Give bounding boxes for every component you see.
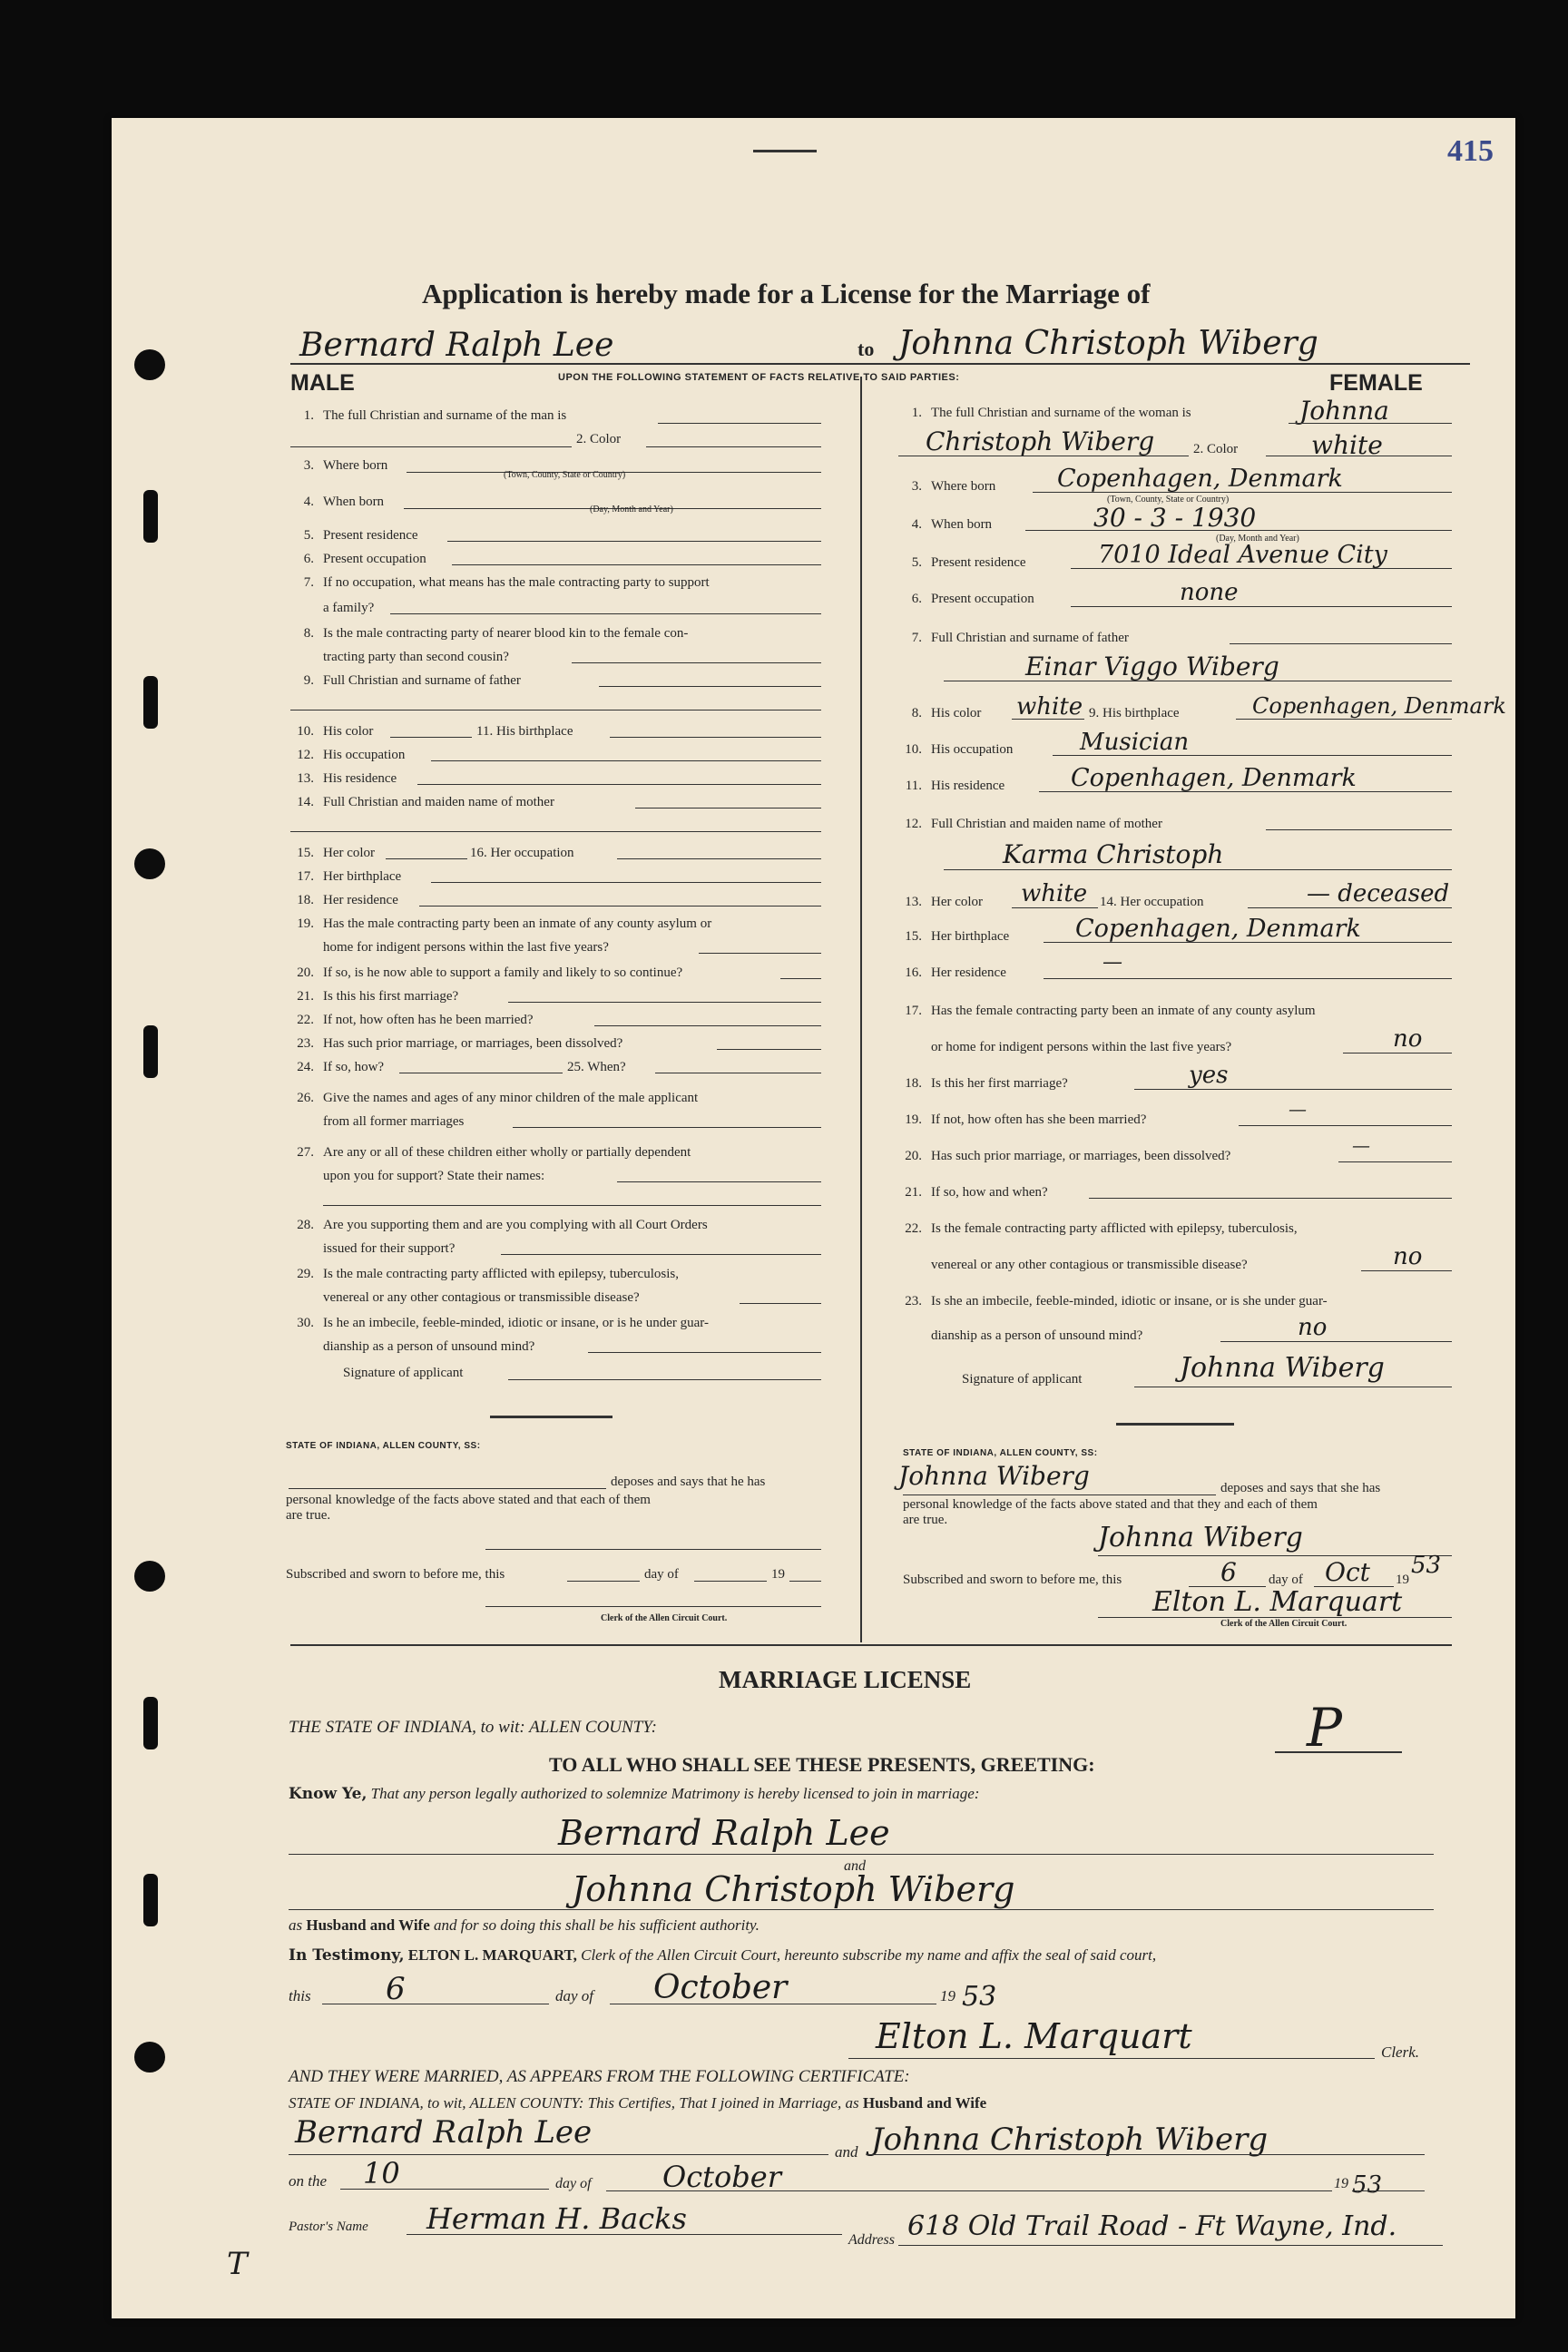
signature-line xyxy=(848,2058,1375,2059)
female-a17: no xyxy=(1393,1025,1423,1053)
male-q27b: upon you for support? State their names: xyxy=(323,1169,545,1183)
male-q7b: a family? xyxy=(323,601,375,615)
female-q2: 2. Color xyxy=(1193,442,1239,456)
answer-line xyxy=(289,1909,1434,1910)
female-q13: 13. Her color xyxy=(905,895,984,909)
male-q21: 21. Is this his first marriage? xyxy=(297,989,459,1004)
signature-line xyxy=(508,1379,821,1380)
separator xyxy=(490,1416,612,1418)
answer-line xyxy=(1220,1341,1452,1342)
female-a2: white xyxy=(1311,430,1383,460)
male-q28b: issued for their support? xyxy=(323,1241,456,1256)
license-clerk-signature: Elton L. Marquart xyxy=(876,2016,1192,2056)
answer-line xyxy=(452,564,821,565)
license-sufficient: as Husband and Wife and for so doing this shall be his sufficient authority. xyxy=(289,1916,760,1934)
answer-line xyxy=(1071,606,1452,607)
male-q26b: from all former marriages xyxy=(323,1114,465,1129)
punch-hole xyxy=(134,848,165,879)
answer-line xyxy=(646,446,821,447)
margin-mark: T xyxy=(227,2246,248,2282)
female-q23b: dianship as a person of unsound mind? xyxy=(931,1328,1143,1343)
answer-line xyxy=(867,2154,1425,2155)
binder-slot xyxy=(143,1697,158,1749)
page-number: 415 xyxy=(1447,134,1494,168)
female-q9: 9. His birthplace xyxy=(1089,706,1180,720)
answer-line xyxy=(1134,1089,1452,1090)
section-divider xyxy=(290,1644,1452,1646)
female-q16: 16. Her residence xyxy=(905,965,1006,980)
male-q8b: tracting party than second cousin? xyxy=(323,650,509,664)
female-year-value: 53 xyxy=(1411,1552,1442,1579)
answer-line xyxy=(501,1254,821,1255)
license-testimony: In Testimony, ELTON L. MARQUART, Clerk of the Allen Circuit Court, hereunto subscribe my name and affix the seal of said court, xyxy=(289,1946,1157,1965)
male-subscribed: Subscribed and sworn to before me, this xyxy=(286,1567,505,1582)
certificate-on-the: on the xyxy=(289,2172,328,2190)
male-q2: 2. Color xyxy=(576,432,622,446)
answer-line xyxy=(1248,907,1452,908)
punch-hole xyxy=(134,1561,165,1592)
answer-line xyxy=(1044,942,1452,943)
signature-line xyxy=(485,1549,821,1550)
answer-line xyxy=(740,1303,821,1304)
license-state-line: THE STATE OF INDIANA, to wit: ALLEN COUNTY: xyxy=(289,1718,657,1737)
male-q5: 5. Present residence xyxy=(303,528,418,543)
female-a5: 7010 Ideal Avenue City xyxy=(1098,541,1387,569)
answer-line xyxy=(289,2154,828,2155)
top-mark xyxy=(753,150,817,152)
certificate-heading: AND THEY WERE MARRIED, AS APPEARS FROM THE FOLLOWING CERTIFICATE: xyxy=(289,2067,910,2086)
answer-line xyxy=(898,2245,1443,2246)
certificate-year: 19 xyxy=(1334,2176,1348,2191)
binder-slot xyxy=(143,1025,158,1078)
male-q11: 11. His birthplace xyxy=(476,724,573,739)
male-q10: 10. His color xyxy=(297,724,374,739)
answer-line xyxy=(431,760,821,761)
answer-line xyxy=(1230,643,1452,644)
male-q13: 13. His residence xyxy=(297,771,397,786)
license-title: MARRIAGE LICENSE xyxy=(719,1666,972,1693)
answer-line xyxy=(386,858,467,859)
male-q9: 9. Full Christian and surname of father xyxy=(303,673,521,688)
female-deposes3: are true. xyxy=(903,1513,948,1527)
male-q22: 22. If not, how often has he been married? xyxy=(297,1013,534,1027)
answer-line xyxy=(1071,568,1452,569)
male-deposes2: personal knowledge of the facts above stated and that each of them xyxy=(286,1493,651,1507)
answer-line xyxy=(780,978,821,979)
male-heading: MALE xyxy=(290,370,355,396)
male-q4-hint: (Day, Month and Year) xyxy=(590,505,673,514)
male-state: STATE OF INDIANA, ALLEN COUNTY, SS: xyxy=(286,1441,481,1451)
female-state: STATE OF INDIANA, ALLEN COUNTY, SS: xyxy=(903,1448,1098,1458)
female-deponent-signature: Johnna Wiberg xyxy=(1098,1522,1303,1553)
answer-line xyxy=(290,446,572,447)
answer-line xyxy=(599,686,821,687)
male-q17: 17. Her birthplace xyxy=(297,869,402,884)
column-divider xyxy=(860,377,862,1642)
male-q8: 8. Is the male contracting party of nearer blood kin to the female con- xyxy=(303,626,689,641)
certificate-state-line: STATE OF INDIANA, to wit, ALLEN COUNTY: This Certifies, That I joined in Marriage, as Husband and Wife xyxy=(289,2094,987,2112)
answer-line xyxy=(606,2190,1332,2191)
female-a22: no xyxy=(1393,1243,1423,1270)
female-a8: white xyxy=(1016,693,1083,720)
female-a7: Einar Viggo Wiberg xyxy=(1025,652,1279,681)
female-q17b: or home for indigent persons within the last five years? xyxy=(931,1040,1232,1054)
female-a11: Copenhagen, Denmark xyxy=(1071,764,1357,792)
male-q15: 15. Her color xyxy=(297,846,376,860)
female-clerk: Clerk of the Allen Circuit Court. xyxy=(1220,1619,1348,1629)
license-authorized: Know Ye, That any person legally authorized to solemnize Matrimony is hereby licensed to join in marriage: xyxy=(289,1785,980,1803)
answer-line xyxy=(431,882,821,883)
female-q1: 1. The full Christian and surname of the woman is xyxy=(911,406,1191,420)
male-q16: 16. Her occupation xyxy=(470,846,574,860)
female-month-value: Oct xyxy=(1325,1557,1370,1587)
female-signature-label: Signature of applicant xyxy=(962,1372,1083,1387)
female-a6: none xyxy=(1180,579,1239,606)
male-q14: 14. Full Christian and maiden name of mother xyxy=(297,795,554,809)
answer-line xyxy=(567,1581,640,1582)
female-deposes2: personal knowledge of the facts above stated and that they and each of them xyxy=(903,1497,1318,1512)
pastor-address: 618 Old Trail Road - Ft Wayne, Ind. xyxy=(907,2210,1397,2242)
female-deponent: Johnna Wiberg xyxy=(898,1461,1090,1491)
male-q4: 4. When born xyxy=(303,495,385,509)
male-q19b: home for indigent persons within the last five years? xyxy=(323,940,609,955)
page-title: Application is hereby made for a License for the Marriage of xyxy=(422,278,1151,309)
male-q3: 3. Where born xyxy=(303,458,388,473)
male-signature-label: Signature of applicant xyxy=(343,1366,464,1380)
male-q18: 18. Her residence xyxy=(297,893,398,907)
female-year: 19 xyxy=(1396,1573,1409,1587)
female-a15: Copenhagen, Denmark xyxy=(1075,915,1361,943)
license-mark: P xyxy=(1307,1697,1343,1759)
pastor-label: Pastor's Name xyxy=(289,2220,368,2234)
answer-line xyxy=(390,737,472,738)
male-deposes3: are true. xyxy=(286,1508,331,1523)
female-q11: 11. His residence xyxy=(905,779,1005,793)
certificate-day-of: day of xyxy=(555,2176,592,2191)
answer-line xyxy=(610,737,821,738)
license-year: 19 xyxy=(940,1987,956,2004)
binder-slot xyxy=(143,490,158,543)
answer-line xyxy=(447,541,821,542)
female-q5: 5. Present residence xyxy=(911,555,1026,570)
answer-line xyxy=(1239,1125,1452,1126)
binder-slot xyxy=(143,1874,158,1926)
male-q30: 30. Is he an imbecile, feeble-minded, idiotic or insane, or is he under guar- xyxy=(297,1316,709,1330)
certificate-bride: Johnna Christoph Wiberg xyxy=(871,2122,1269,2158)
answer-line xyxy=(1044,978,1452,979)
answer-line xyxy=(390,613,821,614)
answer-line xyxy=(1266,829,1452,830)
female-q15: 15. Her birthplace xyxy=(905,929,1010,944)
certificate-day-value: 10 xyxy=(363,2156,400,2190)
license-clerk-label: Clerk. xyxy=(1381,2043,1420,2061)
license-day-of: day of xyxy=(555,1987,594,2004)
female-q6: 6. Present occupation xyxy=(911,592,1034,606)
answer-line xyxy=(323,1205,821,1206)
female-q17: 17. Has the female contracting party been an inmate of any county asylum xyxy=(905,1004,1316,1018)
female-clerk-signature: Elton L. Marquart xyxy=(1152,1586,1403,1618)
female-a10: Musician xyxy=(1080,729,1190,756)
female-q18: 18. Is this her first marriage? xyxy=(905,1076,1068,1091)
male-deposes1: deposes and says that he has xyxy=(611,1475,766,1489)
female-a13: white xyxy=(1021,880,1088,907)
license-and: and xyxy=(844,1858,866,1874)
license-bride: Johnna Christoph Wiberg xyxy=(572,1869,1015,1909)
female-signature: Johnna Wiberg xyxy=(1180,1352,1385,1384)
female-a4: 30 - 3 - 1930 xyxy=(1093,503,1257,533)
male-clerk: Clerk of the Allen Circuit Court. xyxy=(601,1613,728,1623)
female-a16: — xyxy=(1102,951,1122,974)
answer-line xyxy=(417,784,821,785)
answer-line xyxy=(572,662,821,663)
answer-line xyxy=(1338,1161,1452,1162)
female-q7: 7. Full Christian and surname of father xyxy=(911,631,1129,645)
answer-line xyxy=(1289,423,1452,424)
license-day-value: 6 xyxy=(386,1971,406,2007)
female-a19: — xyxy=(1289,1098,1307,1120)
male-q26: 26. Give the names and ages of any minor children of the male applicant xyxy=(297,1091,699,1105)
female-q20: 20. Has such prior marriage, or marriages, been dissolved? xyxy=(905,1149,1231,1163)
license-groom: Bernard Ralph Lee xyxy=(558,1813,890,1853)
female-day-value: 6 xyxy=(1220,1557,1237,1587)
female-a9: Copenhagen, Denmark xyxy=(1252,693,1506,719)
male-q29: 29. Is the male contracting party afflicted with epilepsy, tuberculosis, xyxy=(297,1267,679,1281)
address-label: Address xyxy=(848,2232,895,2248)
license-greeting: TO ALL WHO SHALL SEE THESE PRESENTS, GREETING: xyxy=(549,1753,1095,1776)
punch-hole xyxy=(134,349,165,380)
female-a20: — xyxy=(1352,1134,1370,1156)
answer-line xyxy=(944,869,1452,870)
male-year: 19 xyxy=(771,1567,785,1582)
license-this: this xyxy=(289,1987,311,2004)
answer-line xyxy=(717,1049,821,1050)
binder-slot xyxy=(143,676,158,729)
female-a1a: Johnna xyxy=(1299,396,1389,426)
female-a1b: Christoph Wiberg xyxy=(926,426,1155,456)
answer-line xyxy=(1039,791,1452,792)
separator xyxy=(1116,1423,1234,1426)
female-heading: FEMALE xyxy=(1329,370,1423,396)
answer-line xyxy=(290,831,821,832)
female-q4-hint: (Day, Month and Year) xyxy=(1216,534,1299,544)
answer-line xyxy=(340,2189,549,2190)
male-q7: 7. If no occupation, what means has the male contracting party to support xyxy=(303,575,710,590)
female-q8: 8. His color xyxy=(911,706,982,720)
answer-line xyxy=(588,1352,821,1353)
female-a18: yes xyxy=(1189,1062,1229,1089)
answer-line xyxy=(289,1854,1434,1855)
bride-name: Johnna Christoph Wiberg xyxy=(898,325,1318,362)
signature-line xyxy=(1098,1555,1452,1556)
male-q27: 27. Are any or all of these children either wholly or partially dependent xyxy=(297,1145,691,1160)
answer-line xyxy=(1012,907,1098,908)
license-year-value: 53 xyxy=(962,1981,997,2013)
certificate-year-value: 53 xyxy=(1352,2171,1383,2199)
male-q30b: dianship as a person of unsound mind? xyxy=(323,1339,535,1354)
male-day-of: day of xyxy=(644,1567,679,1582)
answer-line xyxy=(1053,755,1452,756)
to-word: to xyxy=(858,338,875,360)
answer-line xyxy=(1352,2190,1425,2191)
female-q21: 21. If so, how and when? xyxy=(905,1185,1048,1200)
answer-line xyxy=(789,1581,821,1582)
female-q3: 3. Where born xyxy=(911,479,996,494)
answer-line xyxy=(658,423,821,424)
header-line xyxy=(290,363,1470,365)
female-q19: 19. If not, how often has she been married? xyxy=(905,1112,1147,1127)
deponent-line xyxy=(903,1494,1216,1495)
female-q3-hint: (Town, County, State or Country) xyxy=(1107,495,1230,505)
answer-line xyxy=(1012,719,1084,720)
female-day-of: day of xyxy=(1269,1573,1303,1587)
answer-line xyxy=(617,1181,821,1182)
answer-line xyxy=(594,1025,821,1026)
certificate-month-value: October xyxy=(662,2160,781,2194)
answer-line xyxy=(694,1581,767,1582)
answer-line xyxy=(1025,530,1452,531)
female-q23: 23. Is she an imbecile, feeble-minded, idiotic or insane, or is she under guar- xyxy=(905,1294,1328,1308)
answer-line xyxy=(1033,492,1452,493)
female-a14: — deceased xyxy=(1307,880,1450,907)
male-q23: 23. Has such prior marriage, or marriages, been dissolved? xyxy=(297,1036,623,1051)
female-subscribed: Subscribed and sworn to before me, this xyxy=(903,1573,1122,1587)
female-q14: 14. Her occupation xyxy=(1100,895,1204,909)
female-q22: 22. Is the female contracting party afflicted with epilepsy, tuberculosis, xyxy=(905,1221,1298,1236)
male-q24: 24. If so, how? xyxy=(297,1060,385,1074)
mark-underline xyxy=(1275,1751,1402,1753)
female-q22b: venereal or any other contagious or transmissible disease? xyxy=(931,1258,1248,1272)
female-q10: 10. His occupation xyxy=(905,742,1014,757)
answer-line xyxy=(1236,719,1452,720)
certificate-and: and xyxy=(835,2143,858,2161)
female-q4: 4. When born xyxy=(911,517,993,532)
answer-line xyxy=(1361,1270,1452,1271)
female-a3: Copenhagen, Denmark xyxy=(1057,465,1343,493)
answer-line xyxy=(508,1002,821,1003)
clerk-line xyxy=(485,1606,821,1607)
answer-line xyxy=(699,953,821,954)
male-q25: 25. When? xyxy=(567,1060,626,1074)
punch-hole xyxy=(134,2042,165,2073)
deponent-line xyxy=(289,1488,606,1489)
certificate-groom: Bernard Ralph Lee xyxy=(295,2114,593,2151)
male-q12: 12. His occupation xyxy=(297,748,406,762)
male-q1: 1. The full Christian and surname of the man is xyxy=(303,408,567,423)
groom-name: Bernard Ralph Lee xyxy=(299,327,614,364)
answer-line xyxy=(617,858,821,859)
answer-line xyxy=(1343,1053,1452,1054)
clerk-line xyxy=(1098,1617,1452,1618)
answer-line xyxy=(513,1127,821,1128)
license-month-value: October xyxy=(653,1969,788,2006)
pastor-name: Herman H. Backs xyxy=(426,2201,687,2236)
female-a12: Karma Christoph xyxy=(1003,839,1224,869)
female-a23: no xyxy=(1298,1314,1328,1341)
male-q6: 6. Present occupation xyxy=(303,552,426,566)
answer-line xyxy=(407,2234,842,2235)
female-deposes1: deposes and says that she has xyxy=(1220,1481,1381,1495)
male-q19: 19. Has the male contracting party been an inmate of any county asylum or xyxy=(297,916,712,931)
male-q28: 28. Are you supporting them and are you complying with all Court Orders xyxy=(297,1218,708,1232)
answer-line xyxy=(1089,1198,1452,1199)
female-q12: 12. Full Christian and maiden name of mother xyxy=(905,817,1162,831)
male-q20: 20. If so, is he now able to support a family and likely to so continue? xyxy=(297,965,683,980)
male-q29b: venereal or any other contagious or transmissible disease? xyxy=(323,1290,640,1305)
male-q3-hint: (Town, County, State or Country) xyxy=(504,470,626,480)
upon-statement: UPON THE FOLLOWING STATEMENT OF FACTS RELATIVE TO SAID PARTIES: xyxy=(558,372,960,383)
